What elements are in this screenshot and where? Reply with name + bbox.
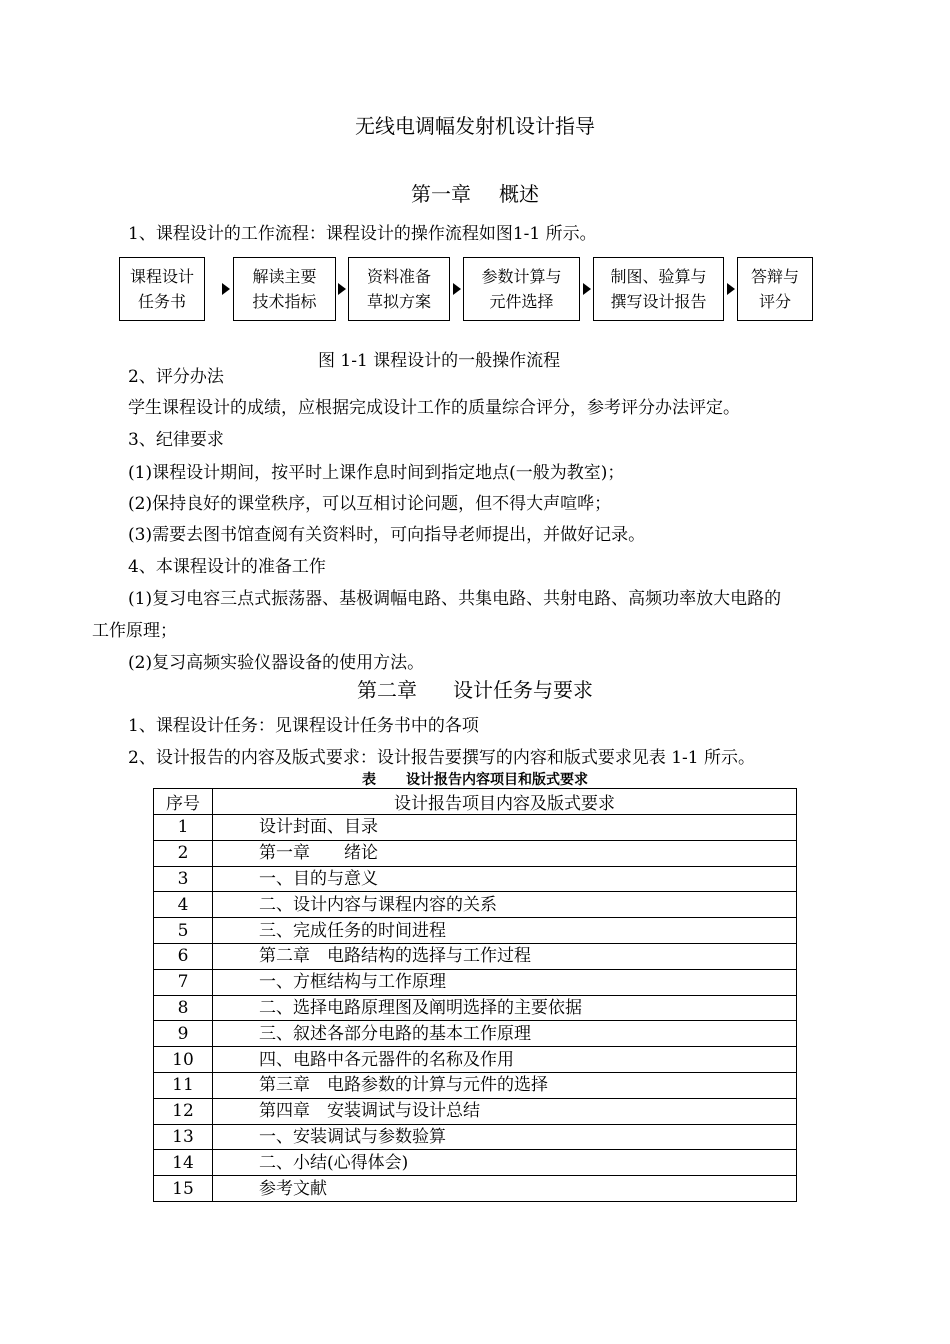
row-number: 5 — [154, 918, 213, 944]
row-number: 13 — [154, 1124, 213, 1150]
row-content: 第四章 安装调试与设计总结 — [213, 1098, 797, 1124]
chapter-1-number: 第一章 — [411, 182, 471, 206]
row-content: 四、电路中各元器件的名称及作用 — [213, 1047, 797, 1073]
table-row — [154, 815, 797, 841]
row-number: 6 — [154, 943, 213, 969]
flow-step-5-line1: 制图、验算与 — [610, 267, 707, 286]
flow-step-2-line2: 技术指标 — [252, 292, 317, 311]
table-row — [154, 840, 797, 866]
flow-step-1 — [119, 257, 205, 321]
chapter-1-heading — [0, 178, 950, 207]
flow-step-1-line2: 任务书 — [137, 292, 186, 311]
chapter-2-section-2: 2、设计报告的内容及版式要求：设计报告要撰写的内容和版式要求见表 1-1 所示。 — [128, 748, 755, 768]
section-4-heading: 4、本课程设计的准备工作 — [128, 557, 326, 577]
row-content: 第三章 电路参数的计算与元件的选择 — [213, 1072, 797, 1098]
table-caption — [0, 769, 950, 789]
table-row — [154, 1047, 797, 1073]
table-header-number: 序号 — [154, 789, 213, 815]
flow-arrow-1 — [222, 283, 230, 295]
table-caption-text: 设计报告内容项目和版式要求 — [406, 772, 588, 788]
row-content: 第二章 电路结构的选择与工作过程 — [213, 943, 797, 969]
section-3-heading: 3、纪律要求 — [128, 430, 224, 450]
chapter-2-heading — [0, 674, 950, 703]
table-row — [154, 1150, 797, 1176]
row-content: 二、小结(心得体会) — [213, 1150, 797, 1176]
table-row — [154, 995, 797, 1021]
flow-step-4 — [463, 257, 580, 321]
row-number: 7 — [154, 969, 213, 995]
table-header-row — [154, 789, 797, 815]
table-row — [154, 943, 797, 969]
flow-arrow-2 — [338, 283, 346, 295]
flow-step-2 — [233, 257, 336, 321]
row-number: 14 — [154, 1150, 213, 1176]
flow-step-3-line1: 资料准备 — [366, 267, 431, 286]
document-title: 无线电调幅发射机设计指导 — [355, 114, 595, 138]
figure-caption: 图 1-1 课程设计的一般操作流程 — [318, 351, 561, 371]
row-content: 一、方框结构与工作原理 — [213, 969, 797, 995]
flow-arrow-3 — [453, 283, 461, 295]
chapter-2-name: 设计任务与要求 — [453, 678, 593, 702]
table-row — [154, 1176, 797, 1202]
section-1-workflow: 1、课程设计的工作流程：课程设计的操作流程如图1-1 所示。 — [128, 224, 597, 244]
table-row — [154, 892, 797, 918]
rule-item-3: (3)需要去图书馆查阅有关资料时，可向指导老师提出，并做好记录。 — [128, 525, 646, 545]
flow-step-3-line2: 草拟方案 — [366, 292, 431, 311]
row-content: 二、选择电路原理图及阐明选择的主要依据 — [213, 995, 797, 1021]
row-content: 第一章 绪论 — [213, 840, 797, 866]
table-row — [154, 1021, 797, 1047]
chapter-2-section-1: 1、课程设计任务：见课程设计任务书中的各项 — [128, 716, 479, 736]
row-content: 三、叙述各部分电路的基本工作原理 — [213, 1021, 797, 1047]
flow-step-1-line1: 课程设计 — [129, 267, 194, 286]
section-2-heading: 2、评分办法 — [128, 367, 224, 387]
table-row — [154, 1124, 797, 1150]
row-content: 参考文献 — [213, 1176, 797, 1202]
row-number: 11 — [154, 1072, 213, 1098]
section-2-text: 学生课程设计的成绩，应根据完成设计工作的质量综合评分，参考评分办法评定。 — [128, 398, 740, 418]
report-content-table — [153, 788, 797, 1202]
row-number: 4 — [154, 892, 213, 918]
flow-arrow-4 — [583, 283, 591, 295]
flow-step-4-line1: 参数计算与 — [481, 267, 562, 286]
flow-step-6 — [737, 257, 813, 321]
row-content: 三、完成任务的时间进程 — [213, 918, 797, 944]
row-content: 二、设计内容与课程内容的关系 — [213, 892, 797, 918]
flow-step-4-line2: 元件选择 — [489, 292, 554, 311]
row-number: 8 — [154, 995, 213, 1021]
table-row — [154, 1072, 797, 1098]
row-number: 12 — [154, 1098, 213, 1124]
table-header-content: 设计报告项目内容及版式要求 — [213, 789, 797, 815]
prep-item-1-line2: 工作原理； — [92, 621, 177, 641]
row-number: 9 — [154, 1021, 213, 1047]
flow-arrow-5 — [727, 283, 735, 295]
table-row — [154, 969, 797, 995]
table-caption-label: 表 — [362, 772, 376, 788]
flow-step-6-line2: 评分 — [758, 292, 791, 311]
row-content: 一、安装调试与参数验算 — [213, 1124, 797, 1150]
table-row — [154, 1098, 797, 1124]
flow-step-5-line2: 撰写设计报告 — [610, 292, 707, 311]
rule-item-1: (1)课程设计期间，按平时上课作息时间到指定地点(一般为教室)； — [128, 463, 625, 483]
row-number: 1 — [154, 815, 213, 841]
row-content: 一、目的与意义 — [213, 866, 797, 892]
table-row — [154, 918, 797, 944]
row-number: 15 — [154, 1176, 213, 1202]
row-content: 设计封面、目录 — [213, 815, 797, 841]
prep-item-1-line1: (1)复习电容三点式振荡器、基极调幅电路、共集电路、共射电路、高频功率放大电路的 — [128, 589, 782, 609]
flow-step-5 — [593, 257, 724, 321]
prep-item-2: (2)复习高频实验仪器设备的使用方法。 — [128, 653, 425, 673]
flow-step-2-line1: 解读主要 — [252, 267, 317, 286]
row-number: 2 — [154, 840, 213, 866]
rule-item-2: (2)保持良好的课堂秩序，可以互相讨论问题，但不得大声喧哗； — [128, 494, 612, 514]
row-number: 3 — [154, 866, 213, 892]
chapter-1-name: 概述 — [499, 182, 539, 206]
flow-step-6-line1: 答辩与 — [750, 267, 799, 286]
flow-step-3 — [348, 257, 450, 321]
row-number: 10 — [154, 1047, 213, 1073]
table-row — [154, 866, 797, 892]
chapter-2-number: 第二章 — [357, 678, 417, 702]
